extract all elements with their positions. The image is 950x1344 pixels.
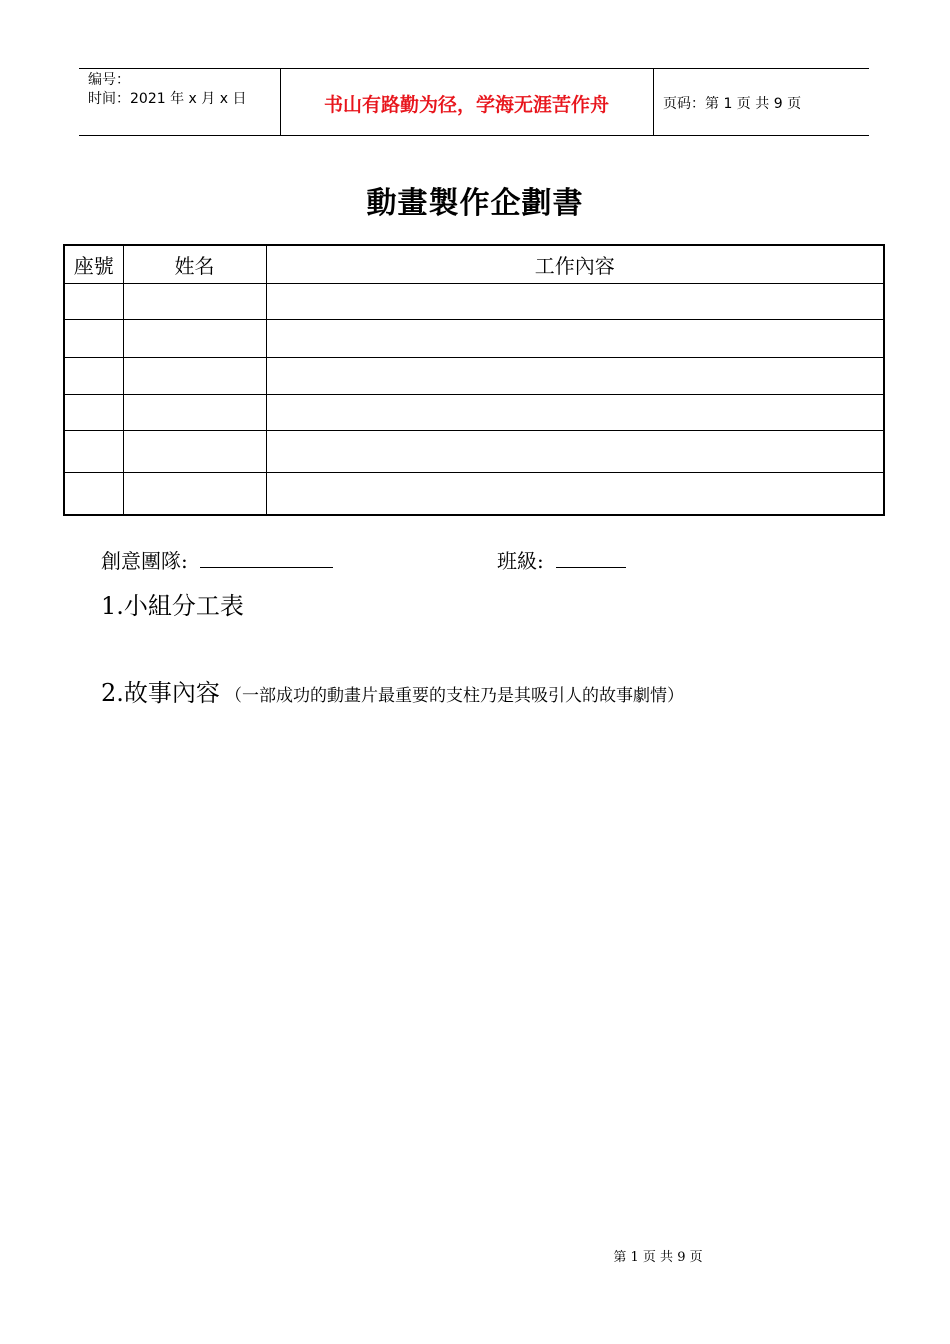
- table-row: [64, 358, 884, 395]
- column-header-seat: 座號: [64, 245, 123, 284]
- seat-cell[interactable]: [64, 320, 123, 358]
- class-blank[interactable]: [556, 549, 626, 568]
- table-row: [64, 473, 884, 515]
- class-label: 班級:: [497, 549, 544, 573]
- name-cell[interactable]: [123, 473, 266, 515]
- header-divider-right: [653, 68, 654, 136]
- table-row: [64, 320, 884, 358]
- table-row: [64, 431, 884, 473]
- seat-cell[interactable]: [64, 395, 123, 431]
- table-row: [64, 284, 884, 320]
- column-header-name: 姓名: [123, 245, 266, 284]
- work-cell[interactable]: [266, 395, 884, 431]
- header-bottom-rule: [79, 135, 869, 136]
- column-header-work: 工作內容: [266, 245, 884, 284]
- table-row: [64, 395, 884, 431]
- section-1-heading: 1.小組分工表: [101, 592, 244, 620]
- header-motto: 书山有路勤为径，学海无涯苦作舟: [323, 94, 609, 116]
- seat-cell[interactable]: [64, 358, 123, 395]
- header-top-rule: [79, 68, 869, 69]
- work-cell[interactable]: [266, 431, 884, 473]
- name-cell[interactable]: [123, 395, 266, 431]
- name-cell[interactable]: [123, 320, 266, 358]
- work-cell[interactable]: [266, 473, 884, 515]
- document-title: 動畫製作企劃書: [366, 186, 584, 221]
- team-blank[interactable]: [200, 549, 333, 568]
- work-cell[interactable]: [266, 358, 884, 395]
- name-cell[interactable]: [123, 284, 266, 320]
- page-footer: 第 1 页 共 9 页: [613, 1250, 703, 1265]
- document-time: 时间：2021 年 x 月 x 日: [88, 91, 247, 107]
- seat-cell[interactable]: [64, 284, 123, 320]
- table-header-row: [64, 245, 884, 284]
- name-cell[interactable]: [123, 431, 266, 473]
- work-cell[interactable]: [266, 284, 884, 320]
- section-2: [101, 673, 684, 708]
- class-field: [497, 545, 626, 574]
- seat-cell[interactable]: [64, 473, 123, 515]
- section-2-heading: 2.故事內容: [101, 679, 220, 707]
- seat-cell[interactable]: [64, 431, 123, 473]
- work-cell[interactable]: [266, 320, 884, 358]
- team-label: 創意團隊:: [101, 549, 188, 573]
- document-number-label: 编号：: [88, 72, 130, 88]
- header-page-info: 页码：第 1 页 共 9 页: [663, 96, 802, 112]
- team-field: [101, 545, 333, 574]
- assignment-table: [63, 244, 885, 516]
- section-2-note: （一部成功的動畫片最重要的支柱乃是其吸引人的故事劇情）: [225, 686, 684, 706]
- name-cell[interactable]: [123, 358, 266, 395]
- header-meta: [88, 71, 246, 109]
